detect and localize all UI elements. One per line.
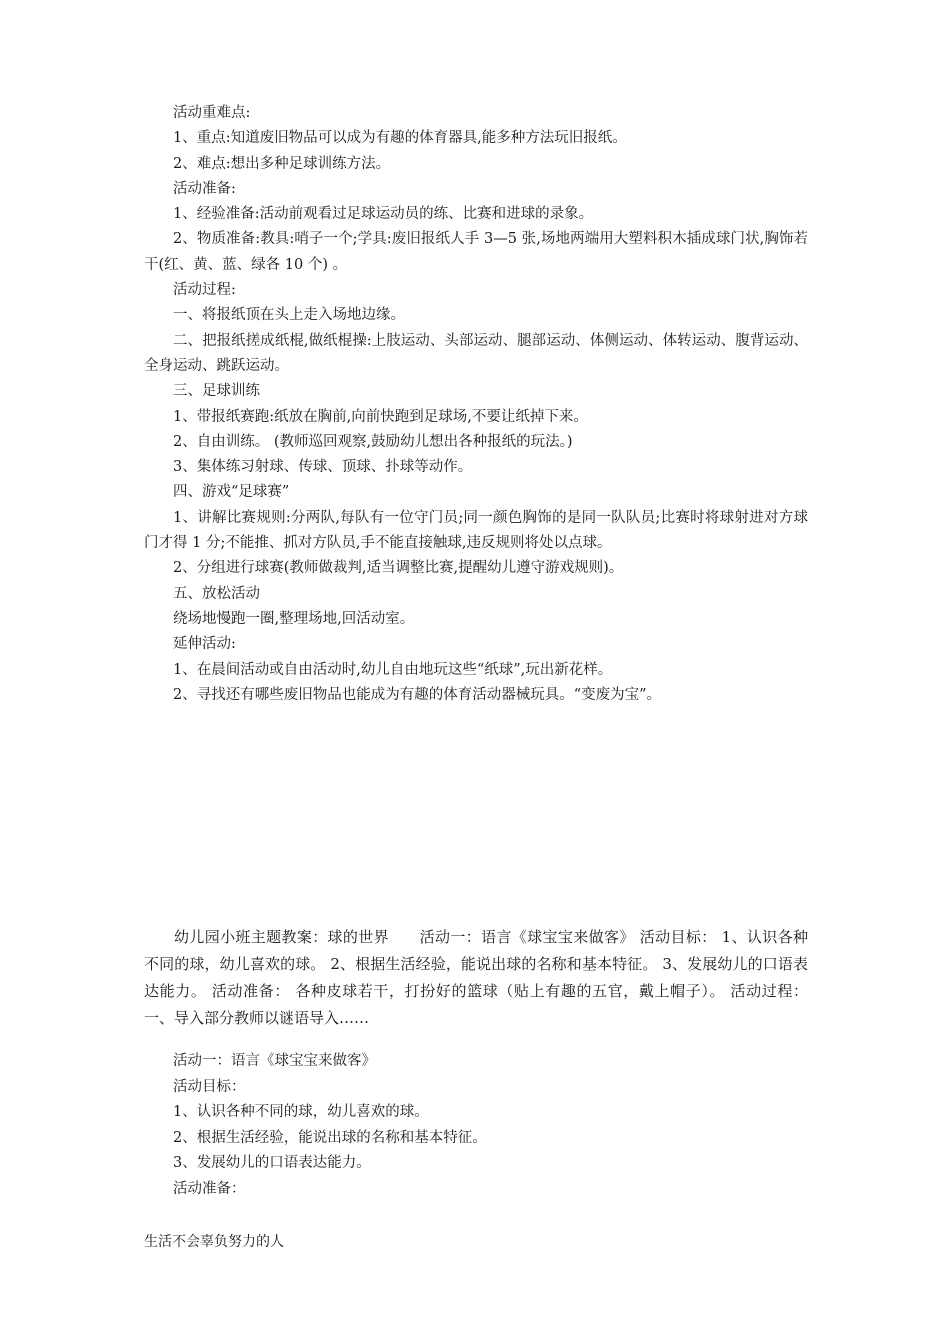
activity-title: 活动一：语言《球宝宝来做客》 [173, 1053, 376, 1069]
paragraph-line: 2、自由训练。 (教师巡回观察,鼓励幼儿想出各种报纸的玩法。) [173, 433, 573, 450]
lesson-plan-body [144, 101, 808, 708]
section-heading: 活动过程: [173, 282, 236, 299]
section-heading: 活动准备： [173, 1180, 246, 1197]
paragraph-line: 2、分组进行球赛(教师做裁判,适当调整比赛,提醒幼儿遵守游戏规则)。 [173, 560, 624, 577]
activity-one-block [144, 1049, 808, 1202]
section-heading: 活动重难点: [173, 105, 251, 121]
section-heading: 延伸活动: [173, 636, 236, 653]
paragraph-line: 三、足球训练 [173, 383, 260, 400]
paragraph-line: 2、根据生活经验，能说出球的名称和基本特征。 [173, 1129, 487, 1146]
paragraph-line: 3、发展幼儿的口语表达能力。 [173, 1155, 371, 1171]
summary-paragraph: 幼儿园小班主题教案：球的世界 活动一：语言《球宝宝来做客》 活动目标： 1、认识各种不同的球，幼儿喜欢的球。 2、根据生活经验，能说出球的名称和基本特征。 3、发展幼儿的口语表达能力。 活动准备： 各种皮球若干，打扮好的篮球（贴上有趣的五官，戴上帽子）。 活动过程： 一、导入部分教师以谜语导入…… [144, 928, 808, 1027]
paragraph-line: 3、集体练习射球、传球、顶球、扑球等动作。 [173, 459, 473, 476]
paragraph-line: 1、认识各种不同的球，幼儿喜欢的球。 [173, 1104, 429, 1120]
paragraph-line: 五、放松活动 [173, 585, 260, 602]
paragraph-line: 1、讲解比赛规则:分两队,每队有一位守门员;同一颜色胸饰的是同一队队员;比赛时将球射进对方球门才得 1 分;不能推、抓对方队员,手不能直接触球,违反规则将处以点球。 [144, 509, 808, 552]
paragraph-line: 二、把报纸搓成纸棍,做纸棍操:上肢运动、头部运动、腿部运动、体侧运动、体转运动、腹背运动、全身运动、跳跃运动。 [144, 332, 808, 374]
paragraph-line: 1、带报纸赛跑:纸放在胸前,向前快跑到足球场,不要让纸掉下来。 [173, 408, 588, 425]
paragraph-line: 四、游戏“足球赛” [173, 484, 290, 501]
paragraph-line: 1、经验准备:活动前观看过足球运动员的练、比赛和进球的录象。 [173, 206, 594, 223]
paragraph-line: 2、难点:想出多种足球训练方法。 [173, 155, 391, 172]
paragraph-line: 1、重点:知道废旧物品可以成为有趣的体育器具,能多种方法玩旧报纸。 [173, 130, 627, 147]
page-footer: 生活不会辜负努力的人 [144, 1234, 284, 1250]
paragraph-line: 绕场地慢跑一圈,整理场地,回活动室。 [173, 610, 415, 627]
section-heading: 活动准备: [173, 180, 236, 197]
summary-paragraph-block [144, 924, 808, 1032]
section-heading: 活动目标： [173, 1078, 246, 1095]
paragraph-line: 1、在晨间活动或自由活动时,幼儿自由地玩这些“纸球”,玩出新花样。 [173, 661, 613, 678]
paragraph-line: 一、将报纸顶在头上走入场地边缘。 [173, 307, 405, 324]
paragraph-line: 2、寻找还有哪些废旧物品也能成为有趣的体育活动器械玩具。“变废为宝”。 [173, 686, 662, 703]
paragraph-line: 2、物质准备:教具:哨子一个;学具:废旧报纸人手 3—5 张,场地两端用大塑料积木插成球门状,胸饰若干(红、黄、蓝、绿各 10 个) 。 [144, 231, 808, 273]
